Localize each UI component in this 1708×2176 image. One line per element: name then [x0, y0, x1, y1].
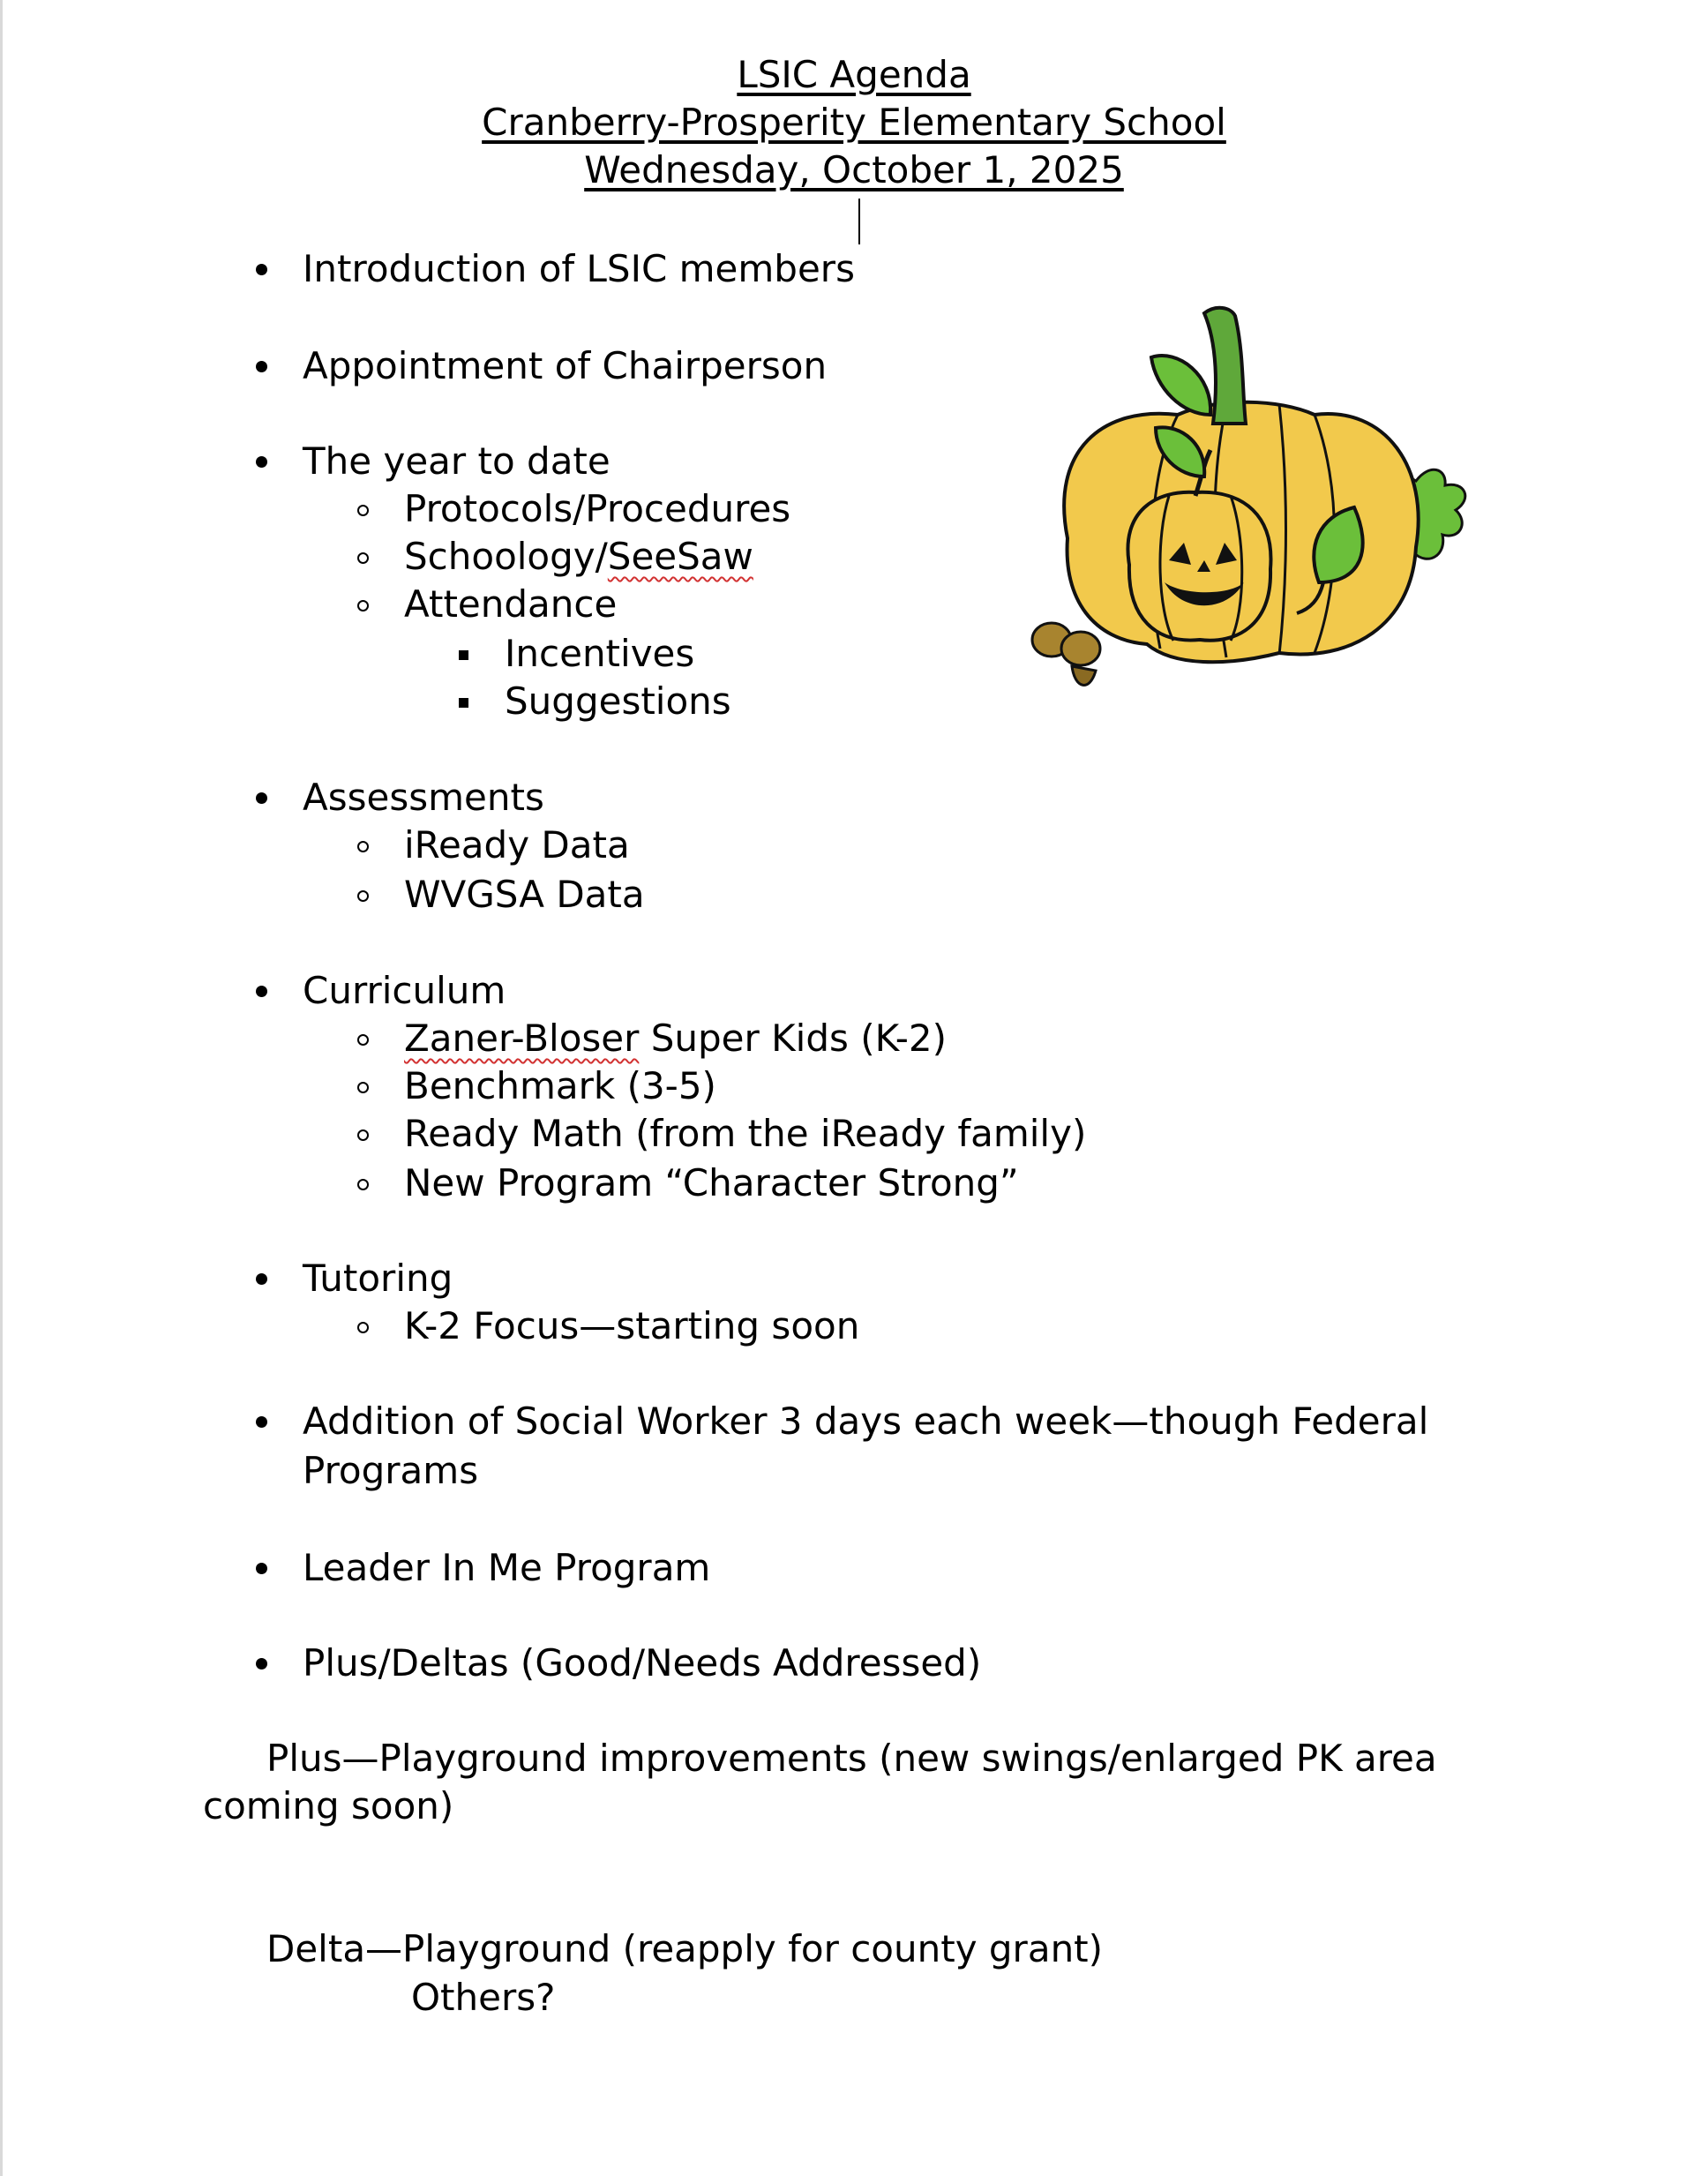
bullet-icon	[256, 1563, 267, 1574]
subitem-protocols: Protocols/Procedures	[404, 487, 791, 530]
subitem-ready-math: Ready Math (from the iReady family)	[404, 1112, 1087, 1155]
square-bullet-icon	[459, 698, 468, 708]
subitem-attendance: Attendance	[404, 582, 618, 626]
bullet-icon	[256, 986, 267, 997]
agenda-title: LSIC Agenda	[737, 53, 971, 96]
schoology-text: Schoology/	[404, 535, 608, 578]
plus-note-cont: coming soon)	[203, 1784, 454, 1827]
subitem-character-strong: New Program “Character Strong”	[404, 1161, 1019, 1204]
circle-bullet-icon	[357, 1179, 369, 1190]
subitem-wvgsa: WVGSA Data	[404, 873, 645, 916]
circle-bullet-icon	[357, 505, 369, 516]
bullet-icon	[256, 361, 267, 372]
item-social-worker: Addition of Social Worker 3 days each week—though Federal	[303, 1399, 1429, 1443]
item-leader-in-me: Leader In Me Program	[303, 1546, 711, 1589]
acorn	[1061, 632, 1100, 665]
square-bullet-icon	[459, 650, 468, 660]
circle-bullet-icon	[357, 890, 369, 902]
seesaw-spelling-flag: SeeSaw	[607, 535, 753, 578]
item-tutoring: Tutoring	[303, 1257, 453, 1300]
circle-bullet-icon	[357, 841, 369, 852]
circle-bullet-icon	[357, 552, 369, 564]
bullet-icon	[256, 1416, 267, 1428]
circle-bullet-icon	[357, 1034, 369, 1046]
bullet-icon	[256, 264, 267, 275]
bullet-icon	[256, 1273, 267, 1285]
bullet-icon	[256, 456, 267, 468]
subitem-suggestions: Suggestions	[505, 679, 731, 723]
subitem-iready: iReady Data	[404, 823, 630, 867]
super-kids-text: Super Kids (K-2)	[639, 1017, 948, 1060]
item-plus-deltas: Plus/Deltas (Good/Needs Addressed)	[303, 1641, 982, 1685]
item-assessments: Assessments	[303, 776, 544, 819]
item-social-worker-cont: Programs	[303, 1449, 479, 1492]
subitem-zaner-bloser	[404, 1015, 947, 1062]
meeting-date: Wednesday, October 1, 2025	[584, 148, 1124, 191]
plus-note: Plus—Playground improvements (new swings/enlarged PK area	[266, 1737, 1437, 1780]
item-year-to-date: The year to date	[303, 439, 611, 483]
circle-bullet-icon	[357, 1082, 369, 1093]
leaf-upper	[1151, 356, 1210, 415]
text-cursor	[858, 199, 860, 244]
page-edge	[0, 0, 3, 2176]
circle-bullet-icon	[357, 1129, 369, 1141]
item-curriculum: Curriculum	[303, 969, 506, 1012]
pumpkin-clipart	[1015, 291, 1473, 732]
circle-bullet-icon	[357, 1322, 369, 1333]
zaner-bloser-spelling-flag: Zaner-Bloser	[404, 1017, 640, 1060]
subitem-benchmark: Benchmark (3-5)	[404, 1064, 716, 1107]
subitem-k2-focus: K-2 Focus—starting soon	[404, 1304, 860, 1347]
subitem-incentives: Incentives	[505, 632, 695, 675]
document-header	[0, 51, 1708, 194]
circle-bullet-icon	[357, 600, 369, 612]
small-pumpkin	[1127, 492, 1270, 641]
item-chairperson: Appointment of Chairperson	[303, 344, 828, 387]
item-introduction: Introduction of LSIC members	[303, 247, 855, 290]
bullet-icon	[256, 792, 267, 804]
bullet-icon	[256, 1658, 267, 1670]
school-name: Cranberry-Prosperity Elementary School	[482, 101, 1226, 144]
subitem-schoology	[404, 533, 753, 581]
others-note: Others?	[411, 1976, 556, 2019]
delta-note: Delta—Playground (reapply for county grant)	[266, 1927, 1104, 1970]
